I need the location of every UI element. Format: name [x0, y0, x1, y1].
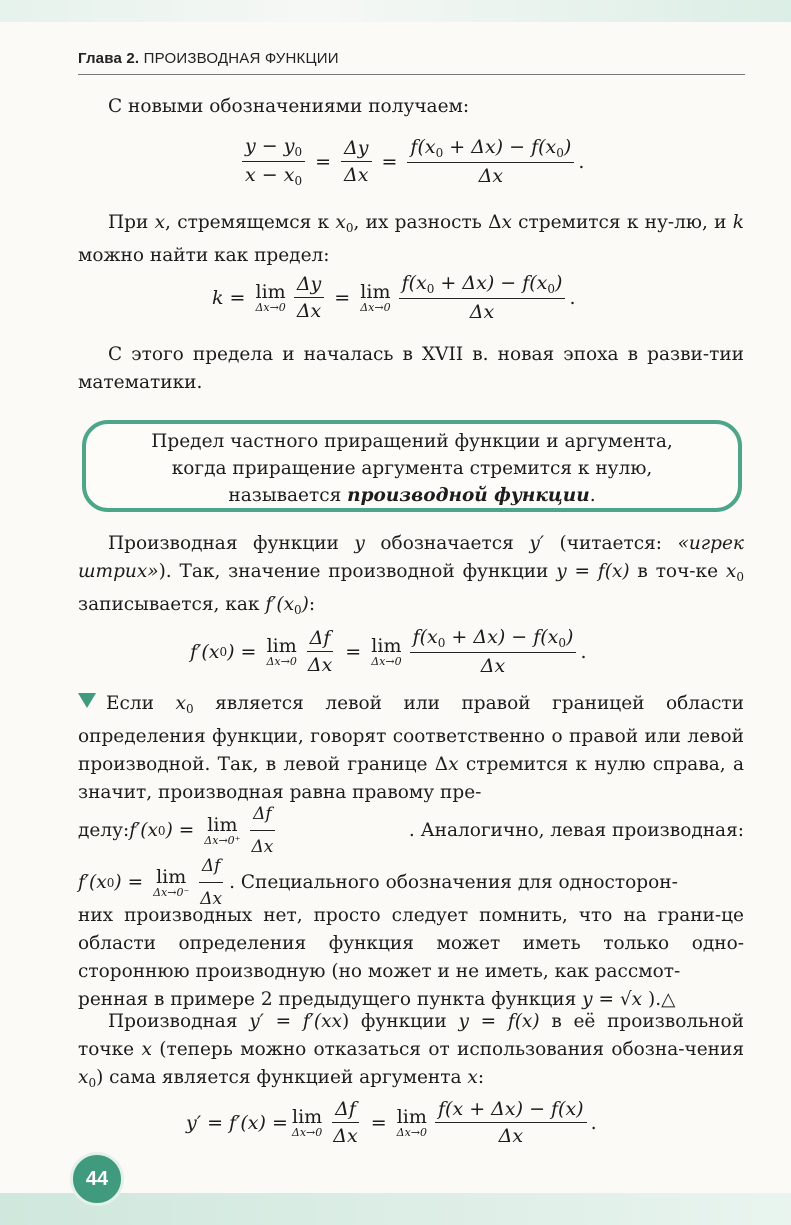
- top-decor-band: [0, 0, 791, 22]
- formula-derivative-point: f′(x 0 ) = lim Δx→0 $\frac{\Delta f}{\Delta x}$ = lim Δx→0 $\frac{f(x_0 + \Delta x) - f(x_0)}{\Delta x}$ .: [190, 626, 587, 677]
- left-derivative-line: f′(x 0 ) = lim Δx→0⁻ $\frac{\Delta f}{\Delta x}$ . Специального обозначения для односторон-: [78, 852, 744, 913]
- function-derivative-paragraph: Производная y′ = f′(xx) функции y = f(x) в её произвольной точке x (теперь можно отказаться от использования обозна-чения $x_0$) сама является функцией аргумента x:: [78, 1011, 744, 1090]
- definition-term: производной функции: [347, 485, 590, 506]
- bottom-decor-band: [0, 1193, 791, 1225]
- chapter-label: Глава 2.: [78, 50, 140, 67]
- frac-ratio: $\frac{y - y_0}{x - x_0}$: [242, 135, 305, 188]
- frac-delta: $\frac{\Delta y}{\Delta x}$: [341, 137, 371, 186]
- one-sided-continuation: них производных нет, просто следует помнить, что на грани-це области определения функция может иметь только одно-стороннюю производную (но может и не иметь, как рассмот- ренная в примере 2 предыдущего пункта функция y = √x ).△: [78, 905, 744, 1010]
- formula-k-limit: k = lim Δx→0 $\frac{\Delta y}{\Delta x}$ = lim Δx→0 $\frac{f(x_0 + \Delta x) - f(x_0)}{\Delta x}$ .: [212, 272, 576, 323]
- chapter-title: ПРОИЗВОДНАЯ ФУНКЦИИ: [143, 50, 339, 67]
- history-paragraph: С этого предела и началась в XVII в. новая эпоха в разви-тии математики.: [78, 344, 744, 393]
- intro-paragraph: С новыми обозначениями получаем:: [108, 96, 470, 117]
- page-header: [78, 50, 744, 67]
- formula-slope: $\frac{y - y_0}{x - x_0}$ = $\frac{\Delta y}{\Delta x}$ = $\frac{f(x_0 + \Delta x) - f(x_0)}{\Delta x}$ .: [238, 135, 584, 188]
- header-rule: [78, 74, 745, 75]
- definition-text: Предел частного приращений функции и аргумента, когда приращение аргумента стремится к нулю, называется производной функции.: [151, 431, 673, 506]
- note-marker-icon: [78, 693, 96, 708]
- page-number: 44: [70, 1152, 124, 1206]
- formula-derivative-function: y′ = f′(x) = lim Δx→0 $\frac{\Delta f}{\Delta x}$ = lim Δx→0 $\frac{f(x + \Delta x) - f(x)}{\Delta x}$ .: [186, 1098, 597, 1147]
- notation-paragraph: Производная функции y обозначается y′ (читается: «игрек штрих»). Так, значение производной функции y = f(x) в точ-ке $x_0$ записывается, как $f'(x_0)$:: [78, 533, 744, 617]
- one-sided-paragraph: Если $x_0$ является левой или правой границей области определения функции, говорят соответственно о правой или левой производной. Так, в левой границе Δx стремится к нулю справа, а значит, производная равна правому пре-: [78, 693, 744, 803]
- frac-diff: $\frac{f(x_0 + \Delta x) - f(x_0)}{\Delta x}$: [407, 136, 574, 187]
- limit-paragraph: При x, стремящемся к $x_0$, их разность Δx стремится к ну-лю, и k можно найти как предел:: [78, 212, 745, 266]
- right-derivative-line: делу: f′(x 0 ) = lim Δx→0⁺ $\frac{\Delta f}{\Delta x}$ . Аналогично, левая производная:: [78, 800, 744, 861]
